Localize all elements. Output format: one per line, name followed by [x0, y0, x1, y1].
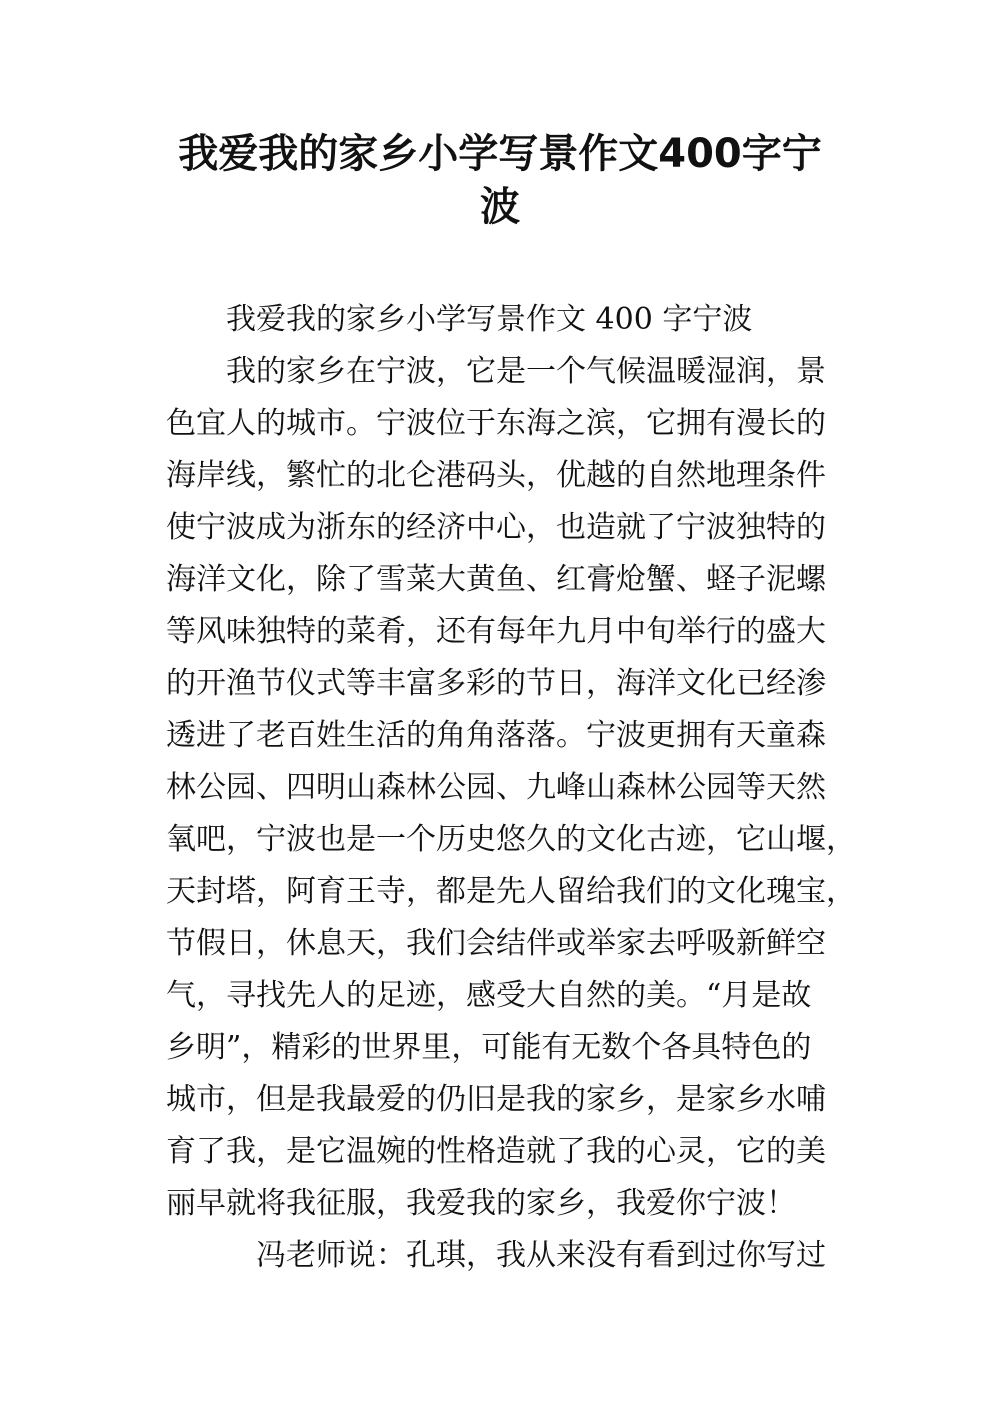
document-title-line-2: 波: [480, 184, 520, 230]
body-line: 使宁波成为浙东的经济中心，也造就了宁波独特的: [166, 510, 826, 545]
body-line: 林公园、四明山森林公园、九峰山森林公园等天然: [166, 770, 826, 805]
body-line: 海岸线，繁忙的北仑港码头，优越的自然地理条件: [166, 458, 826, 493]
body-line: 透进了老百姓生活的角角落落。宁波更拥有天童森: [166, 718, 826, 753]
body-line: 海洋文化，除了雪菜大黄鱼、红膏炝蟹、蛏子泥螺: [166, 562, 826, 597]
body-line: 的开渔节仪式等丰富多彩的节日，海洋文化已经渗: [166, 666, 826, 701]
body-line: 节假日，休息天，我们会结伴或举家去呼吸新鲜空: [166, 926, 826, 961]
body-line: 丽早就将我征服，我爱我的家乡，我爱你宁波！: [166, 1186, 796, 1221]
body-line: 气，寻找先人的足迹，感受大自然的美。“月是故: [166, 978, 812, 1013]
body-line: 育了我，是它温婉的性格造就了我的心灵，它的美: [166, 1134, 826, 1169]
body-line: 等风味独特的菜肴，还有每年九月中旬举行的盛大: [166, 614, 826, 649]
body-line: 我的家乡在宁波，它是一个气候温暖湿润，景: [226, 354, 826, 389]
body-line: 乡明”，精彩的世界里，可能有无数个各具特色的: [166, 1030, 812, 1065]
body-line: 城市，但是我最爱的仍旧是我的家乡，是家乡水哺: [166, 1082, 826, 1117]
body-line: 天封塔，阿育王寺，都是先人留给我们的文化瑰宝，: [166, 874, 856, 909]
document-title-line-1: 我爱我的家乡小学写景作文400字宁: [178, 131, 822, 177]
body-line: 冯老师说：孔琪，我从来没有看到过你写过: [256, 1238, 826, 1273]
body-line: 氧吧，宁波也是一个历史悠久的文化古迹，它山堰，: [166, 822, 856, 857]
body-line: 色宜人的城市。宁波位于东海之滨，它拥有漫长的: [166, 406, 826, 441]
body-line: 我爱我的家乡小学写景作文 400 字宁波: [226, 302, 753, 337]
